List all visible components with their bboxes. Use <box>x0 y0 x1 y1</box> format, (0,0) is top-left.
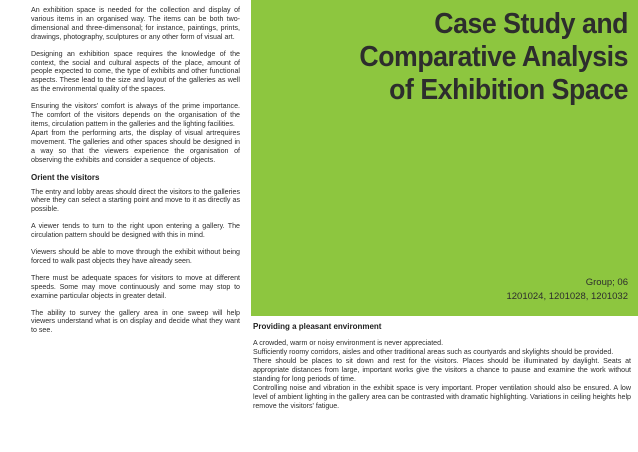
title-panel <box>251 0 638 316</box>
entry-paragraph: The entry and lobby areas should direct the visitors to the galleries where they can select a starting point and move to it as directly as possible. <box>31 187 240 214</box>
title-line-1: Case Study and <box>434 8 628 40</box>
design-paragraph: Designing an exhibition space requires the knowledge of the context, the social and cultural aspects of the place, amount of people expected to come, the type of exhibits and other functional aspects. These lead to the size and layout of the galleries as well as the environmental quality of the spaces. <box>31 49 240 94</box>
title-line-3: of Exhibition Space <box>389 74 628 106</box>
crowded-paragraph: A crowded, warm or noisy environment is never appreciated. <box>253 339 444 347</box>
environment-heading: Providing a pleasant environment <box>253 322 382 331</box>
comfort-paragraph: Ensuring the visitors' comfort is always of the prime importance. The comfort of the visitors depends on the organisation of the items, circulation pattern in the galleries and the lighting facilities. Apart from the performing arts, the display of visual artrequires movement. The galleries and other spaces should be designed in a way so that the viewers experience the organisation of observing the exhibits and consider a sequence of objects. <box>31 102 240 164</box>
group-info <box>506 276 628 304</box>
turn-right-paragraph: A viewer tends to turn to the right upon entering a gallery. The circulation pattern should be designed with this in mind. <box>31 222 240 240</box>
corridors-paragraph: Sufficiently roomy corridors, aisles and other traditional areas such as courtyards and skylights should be provided. <box>253 348 614 356</box>
left-column <box>0 0 244 452</box>
page-title <box>288 8 628 107</box>
group-number: Group; 06 <box>585 277 628 288</box>
intro-paragraph: An exhibition space is needed for the collection and display of various items in an organised way. The items can be both two-dimensional and three-dimensonal; for instance, paintings, prints, drawings, photography, sculptures or any other form of visual art. <box>31 6 240 41</box>
move-through-paragraph: Viewers should be able to move through the exhibit without being forced to walk past objects they have already seen. <box>31 248 240 265</box>
survey-paragraph: The ability to survey the gallery area in one sweep will help viewers understand what is on display and decide what they want to see. <box>31 308 240 335</box>
right-column <box>251 322 631 411</box>
speeds-paragraph: There must be adequate spaces for visitors to move at different speeds. Some may move continuously and some may stop to examine particular objects in greater detail. <box>31 273 240 300</box>
title-line-2: Comparative Analysis <box>359 41 628 73</box>
noise-paragraph: Controlling noise and vibration in the exhibit space is very important. Proper ventilation should also be ensured. A low level of ambient lighting in the gallery area can be contrasted with dramatic highlighting. Variations in ceiling heights help remove the visitors' fatigue. <box>253 384 631 410</box>
student-ids: 1201024, 1201028, 1201032 <box>506 291 628 302</box>
seating-paragraph: There should be places to sit down and rest for the visitors. Places should be illuminated by daylight. Seats at appropriate distances from large, important works give the visitors a chance to pause and examine the work without standing for long periods of time. <box>253 357 631 383</box>
orient-heading: Orient the visitors <box>31 172 100 182</box>
